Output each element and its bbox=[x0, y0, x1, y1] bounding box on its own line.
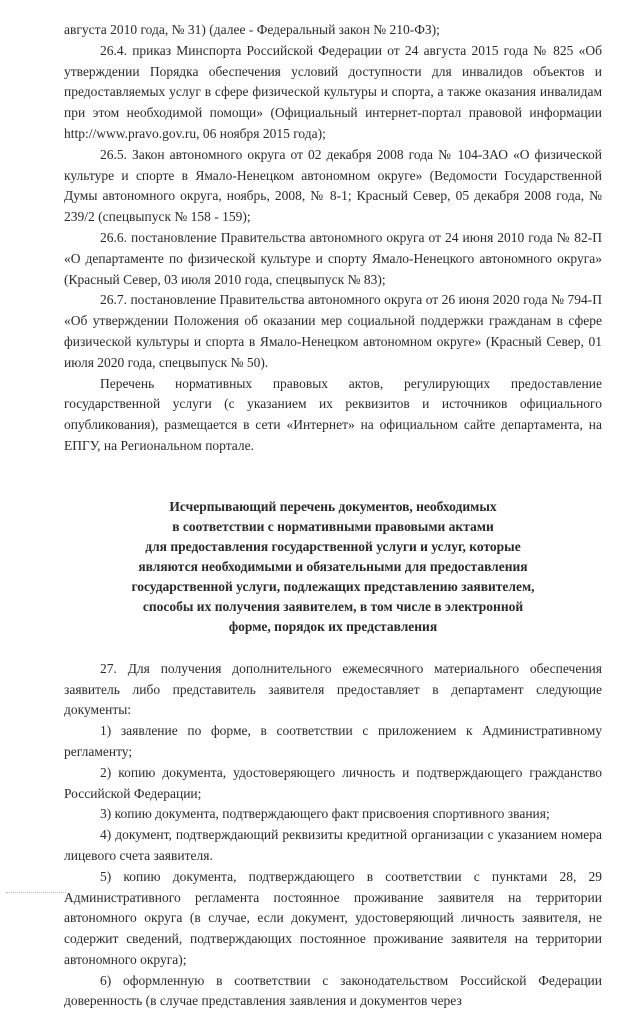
section-27 bbox=[64, 659, 602, 1012]
list-item-1: 1) заявление по форме, в соответствии с приложением к Административному регламенту; bbox=[64, 723, 602, 759]
list-item-3: 3) копию документа, подтверждающего факт присвоения спортивного звания; bbox=[100, 806, 550, 822]
heading-line: форме, порядок их представления bbox=[228, 618, 438, 634]
list-item-6: 6) оформленную в соответствии с законодательством Российской Федерации доверенность (в случае представления заявления и документов через bbox=[64, 972, 602, 1009]
paragraph-27: 27. Для получения дополнительного ежемесячного материального обеспечения заявитель либо представитель заявителя предоставляет в департамент следующие документы: bbox=[64, 660, 602, 718]
paragraph-continuation: августа 2010 года, № 31) (далее - Федеральный закон № 210-ФЗ); bbox=[64, 22, 440, 37]
scan-artifact bbox=[6, 892, 66, 894]
heading-line: Исчерпывающий перечень документов, необходимых bbox=[169, 498, 497, 514]
section-heading bbox=[64, 497, 602, 637]
paragraph-26-4: 26.4. приказ Минспорта Российской Федерации от 24 августа 2015 года № 825 «Об утверждении Порядка обеспечения условий доступности для инвалидов объектов и предоставляемых услуг в сфере физической культуры и спорта, а также оказания инвалидам при этом необходимой помощи» (Официальный интернет-портал правовой информации http://www.pravo.gov.ru, 06 ноября 2015 года); bbox=[64, 42, 602, 141]
document-body bbox=[64, 20, 602, 1012]
heading-line: государственной услуги, подлежащих представлению заявителем, bbox=[131, 578, 535, 594]
paragraph-26-7: 26.7. постановление Правительства автономного округа от 26 июня 2020 года № 794-П «Об утверждении Положения об оказании мер социальной поддержки гражданам в сфере физической культуры и спорта в Ямало-Ненецком автономном округе» (Красный Север, 01 июля 2020 года, спецвыпуск № 50). bbox=[64, 292, 602, 370]
heading-line: способы их получения заявителем, в том числе в электронной bbox=[142, 598, 524, 614]
list-item-5: 5) копию документа, подтверждающего в соответствии с пунктами 28, 29 Административного регламента постоянное проживание заявителя на территории автономного округа (в случае, если документ, удостоверяющий личность заявителя, не содержит сведений, подтверждающих постоянное проживание заявителя на территории автономного округа); bbox=[64, 868, 602, 967]
heading-line: являются необходимыми и обязательными для предоставления bbox=[138, 558, 528, 574]
heading-line: в соответствии с нормативными правовыми актами bbox=[172, 518, 494, 534]
paragraph-26-5: 26.5. Закон автономного округа от 02 декабря 2008 года № 104-ЗАО «О физической культуре и спорте в Ямало-Ненецком автономном округе» (Ведомости Государственной Думы автономного округа, ноябрь, 2008, № 8-1; Красный Север, 05 декабря 2008 года, № 239/2 (спецвыпуск № 158 - 159); bbox=[64, 146, 602, 225]
list-item-4: 4) документ, подтверждающий реквизиты кредитной организации с указанием номера лицевого счета заявителя. bbox=[64, 827, 602, 863]
paragraph-26-6: 26.6. постановление Правительства автономного округа от 24 июня 2010 года № 82-П «О департаменте по физической культуре и спорту Ямало-Ненецкого автономного округа» (Красный Север, 03 июля 2010 года, спецвыпуск № 83); bbox=[64, 229, 602, 287]
list-item-2: 2) копию документа, удостоверяющего личность и подтверждающего гражданство Российской Федерации; bbox=[64, 764, 602, 801]
heading-line: для предоставления государственной услуги и услуг, которые bbox=[145, 538, 521, 554]
paragraph-regulations-list: Перечень нормативных правовых актов, регулирующих предоставление государственной услуги (с указанием их реквизитов и источников официального опубликования), размещается в сети «Интернет» на официальном сайте департамента, на ЕПГУ, на Региональном портале. bbox=[64, 375, 602, 453]
